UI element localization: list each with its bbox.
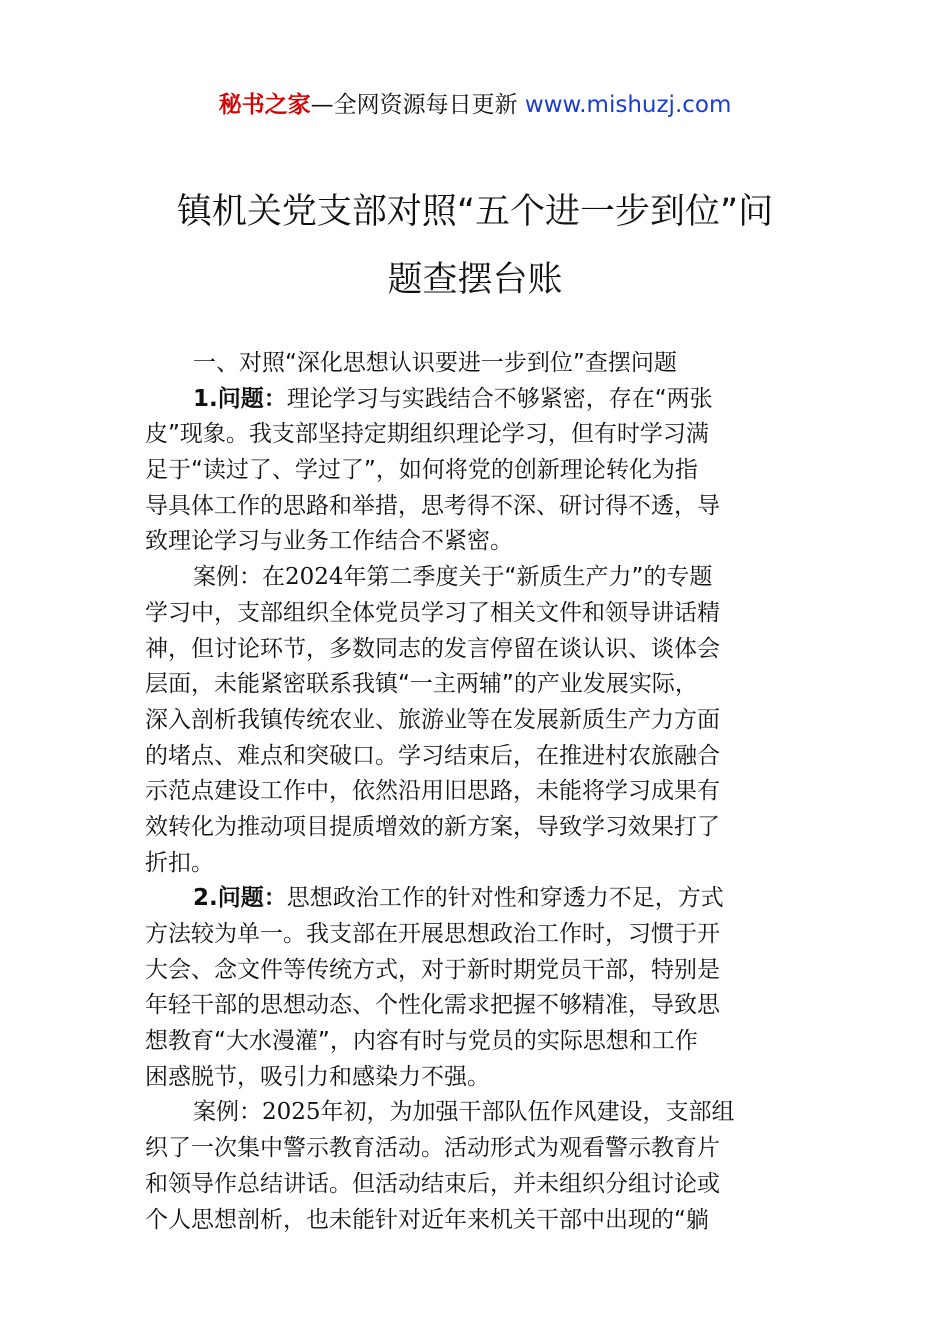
case-2-paragraph [145,1095,810,1238]
paragraph-line: 折扣。 [145,849,214,876]
case-2-year: 2025 [262,1099,321,1126]
paragraph-line: 年初，为加强干部队伍作风建设，支部组 [320,1099,735,1126]
paragraph-line: 理论学习与实践结合不够紧密，存在“两张 [286,385,713,412]
paragraph-line: 导具体工作的思路和举措，思考得不深、研讨得不透，导 [145,492,720,519]
paragraph-line: 致理论学习与业务工作结合不紧密。 [145,528,513,555]
paragraph-line: 方法较为单一。我支部在开展思想政治工作时，习惯于开 [145,921,720,947]
problem-1-label: 1.问题： [193,385,287,412]
header-tagline: —全网资源每日更新 [310,92,525,118]
paragraph-line: 的堵点、难点和突破口。学习结束后，在推进村农旅融合 [145,742,720,769]
case-1-prefix: 案例：在 [193,564,285,591]
paragraph-line: 个人思想剖析，也未能针对近年来机关干部中出现的“躺 [145,1206,709,1233]
paragraph-line: 神，但讨论环节，多数同志的发言停留在谈认识、谈体会 [145,635,720,662]
paragraph-line: 示范点建设工作中，依然沿用旧思路，未能将学习成果有 [145,778,720,805]
document-body [145,346,810,1238]
paragraph-line: 织了一次集中警示教育活动。活动形式为观看警示教育片 [145,1135,720,1162]
paragraph-line: 层面，未能紧密联系我镇“一主两辅”的产业发展实际， [145,671,698,698]
paragraph-line: 皮”现象。我支部坚持定期组织理论学习，但有时学习满 [145,421,709,448]
case-1-paragraph [145,560,810,881]
problem-2-label: 2.问题： [193,885,287,912]
document-title [130,178,820,314]
paragraph-line: 学习中，支部组织全体党员学习了相关文件和领导讲话精 [145,599,720,626]
problem-1-paragraph [145,382,810,560]
site-url-link[interactable]: www.mishuzj.com [524,92,732,118]
problem-2-paragraph [145,881,810,1095]
case-2-prefix: 案例： [193,1099,262,1126]
paragraph-line: 大会、念文件等传统方式，对于新时期党员干部，特别是 [145,956,720,983]
paragraph-line: 效转化为推动项目提质增效的新方案，导致学习效果打了 [145,813,720,840]
title-line-2: 题查摆台账 [387,260,563,300]
paragraph-line: 深入剖析我镇传统农业、旅游业等在发展新质生产力方面 [145,706,720,733]
section-heading: 一、对照“深化思想认识要进一步到位”查摆问题 [193,350,677,376]
paragraph-line: 足于“读过了、学过了”，如何将党的创新理论转化为指 [145,457,698,484]
brand-name: 秘书之家 [218,92,311,118]
paragraph-line: 年第二季度关于“新质生产力”的专题 [343,564,713,591]
title-line-1: 镇机关党支部对照“五个进一步到位”问 [176,192,774,232]
paragraph-line: 想教育“大水漫灌”，内容有时与党员的实际思想和工作 [145,1028,698,1055]
paragraph-line: 困惑脱节，吸引力和感染力不强。 [145,1063,490,1090]
paragraph-line: 年轻干部的思想动态、个性化需求把握不够精准，导致思 [145,992,720,1019]
case-1-year: 2024 [285,564,344,591]
site-header [0,88,950,122]
paragraph-line: 和领导作总结讲话。但活动结束后，并未组织分组讨论或 [145,1170,720,1197]
paragraph-line: 思想政治工作的针对性和穿透力不足，方式 [286,885,724,912]
